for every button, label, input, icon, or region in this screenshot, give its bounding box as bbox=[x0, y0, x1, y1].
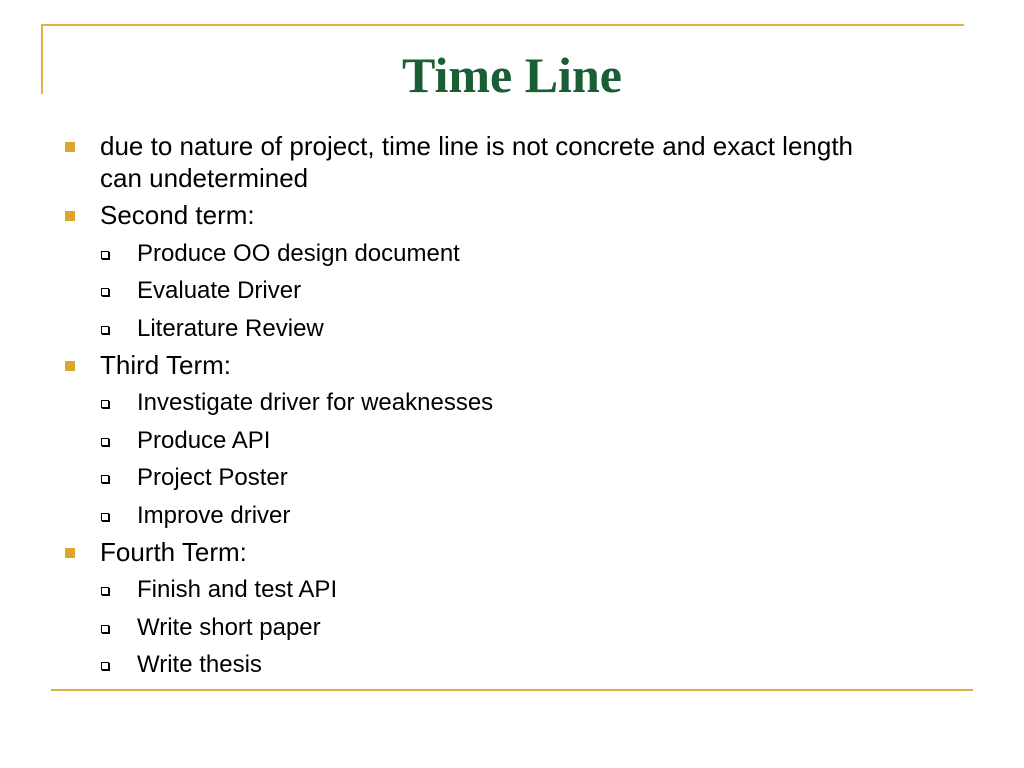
sub-bullet-item bbox=[62, 239, 962, 269]
sub-bullet-text: Write short paper bbox=[137, 613, 321, 641]
sub-bullet-item bbox=[62, 501, 962, 531]
sub-bullet-text: Finish and test API bbox=[137, 576, 338, 603]
bullet-item bbox=[62, 536, 962, 681]
sub-bullet-text: Project Poster bbox=[137, 464, 288, 491]
square-bullet-icon bbox=[65, 142, 75, 152]
sub-bullet-item bbox=[62, 463, 962, 493]
sub-bullet-item bbox=[62, 613, 962, 643]
sub-bullet-item bbox=[62, 276, 962, 306]
square-bullet-icon bbox=[65, 361, 75, 371]
hollow-square-bullet-icon bbox=[101, 400, 109, 408]
hollow-square-bullet-icon bbox=[101, 475, 109, 483]
bullet-list bbox=[62, 130, 962, 684]
hollow-square-bullet-icon bbox=[101, 662, 109, 670]
sub-bullet-list bbox=[100, 388, 962, 531]
hollow-square-bullet-icon bbox=[101, 251, 109, 259]
sub-bullet-text: Produce OO design document bbox=[137, 239, 460, 267]
hollow-square-bullet-icon bbox=[101, 438, 109, 446]
sub-bullet-text: Write thesis bbox=[137, 651, 262, 678]
square-bullet-icon bbox=[65, 548, 75, 558]
bullet-item bbox=[62, 199, 962, 344]
sub-bullet-text: Literature Review bbox=[137, 314, 324, 342]
sub-bullet-list bbox=[100, 239, 962, 344]
sub-bullet-item bbox=[62, 575, 962, 605]
bullet-item bbox=[62, 130, 962, 194]
sub-bullet-text: Produce API bbox=[137, 426, 271, 454]
hollow-square-bullet-icon bbox=[101, 326, 109, 334]
slide-title: Time Line bbox=[402, 47, 622, 103]
square-bullet-icon bbox=[65, 211, 75, 221]
sub-bullet-text: Evaluate Driver bbox=[137, 277, 302, 304]
sub-bullet-item bbox=[62, 388, 962, 418]
sub-bullet-text: Investigate driver for weaknesses bbox=[137, 389, 494, 416]
hollow-square-bullet-icon bbox=[101, 625, 109, 633]
bullet-text: Second term: bbox=[100, 200, 255, 230]
sub-bullet-item bbox=[62, 426, 962, 456]
sub-bullet-item bbox=[62, 314, 962, 344]
bullet-text: due to nature of project, time line is not concrete and exact length can undetermined bbox=[100, 131, 854, 193]
frame-bottom-rule bbox=[51, 689, 973, 691]
hollow-square-bullet-icon bbox=[101, 288, 109, 296]
bullet-text: Fourth Term: bbox=[100, 536, 247, 567]
sub-bullet-list bbox=[100, 575, 962, 680]
bullet-item bbox=[62, 349, 962, 531]
hollow-square-bullet-icon bbox=[101, 513, 109, 521]
frame-top-rule bbox=[41, 24, 964, 26]
sub-bullet-text: Improve driver bbox=[137, 501, 291, 529]
sub-bullet-item bbox=[62, 650, 962, 680]
bullet-text: Third Term: bbox=[100, 349, 231, 380]
hollow-square-bullet-icon bbox=[101, 587, 109, 595]
